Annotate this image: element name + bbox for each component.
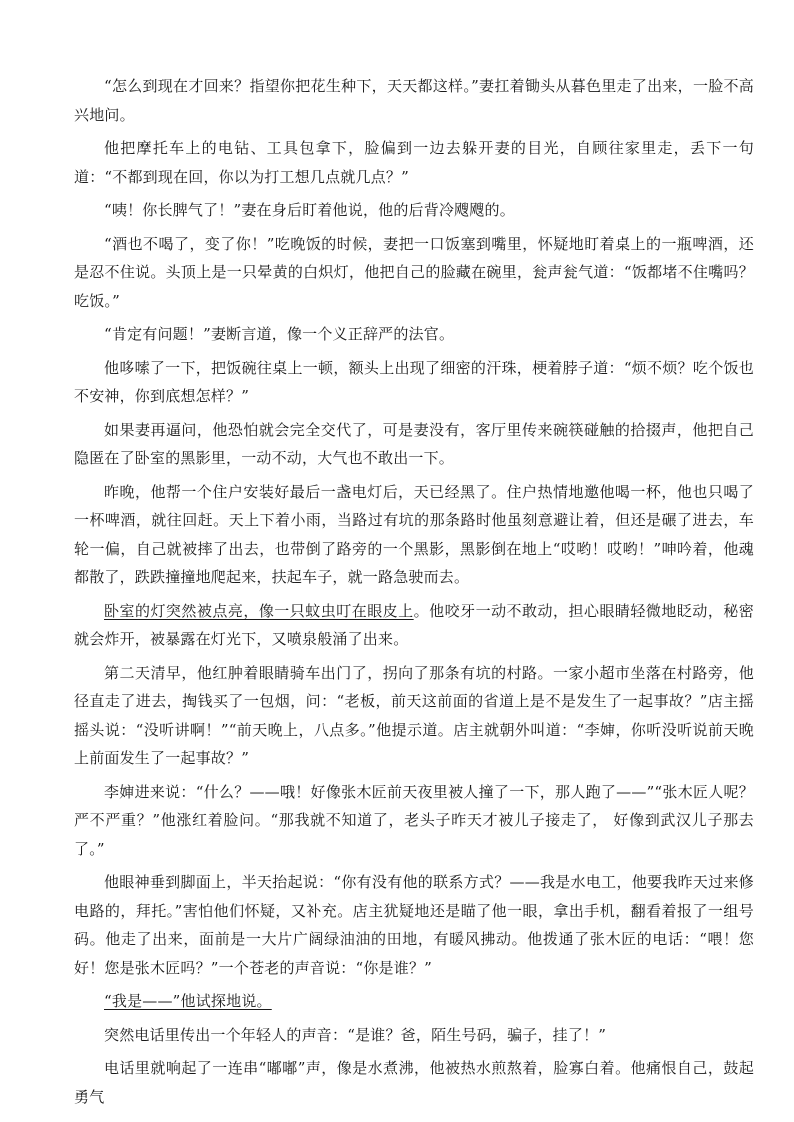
paragraph-5 <box>74 320 754 349</box>
paragraph-11 <box>74 778 754 864</box>
paragraph-11-text: 李婶进来说：“什么？——哦！好像张木匠前天夜里被人撞了一下，那人跑了——”“张木匠人呢？严不严重？”他涨红着脸问。“那我就不知道了，老头子昨天才被儿子接走了， 好像到武汉儿子那去了。” <box>74 782 754 858</box>
paragraph-6 <box>74 354 754 411</box>
paragraph-12 <box>74 868 754 982</box>
paragraph-12-text: 他眼神垂到脚面上，半天抬起说：“你有没有他的联系方式？——我是水电工，他要我昨天过来修电路的，拜托。”害怕他们怀疑，又补充。店主犹疑地还是瞄了他一眼，拿出手机，翻看着报了一组号码。他走了出来，面前是一大片广阔绿油油的田地，有暖风拂动。他拨通了张木匠的电话：“喂！您好！您是张木匠吗？”一个苍老的声音说：“你是谁？” <box>74 873 754 977</box>
paragraph-7 <box>74 416 754 473</box>
paragraph-3-text: “咦！你长脾气了！”妻在身后盯着他说，他的后背冷飕飕的。 <box>104 201 515 219</box>
paragraph-8 <box>74 478 754 592</box>
paragraph-6-text: 他哆嗦了一下，把饭碗往桌上一顿，额头上出现了细密的汗珠，梗着脖子道：“烦不烦？吃个饭也不安神，你到底想怎样？” <box>74 358 754 405</box>
underlined-sentence-1: 卧室的灯突然被点亮，像一只蚊虫叮在眼皮上 <box>104 601 414 620</box>
paragraph-2-text: 他把摩托车上的电钻、工具包拿下，脸偏到一边去躲开妻的目光，自顾往家里走，丢下一句道：“不都到现在回，你以为打工想几点就几点？” <box>74 139 754 186</box>
paragraph-4 <box>74 230 754 316</box>
paragraph-15-text: 电话里就响起了一连串“嘟嘟”声，像是水煮沸，他被热水煎熬着，脸寡白着。他痛恨自己，鼓起勇气 <box>74 1059 754 1106</box>
paragraph-13 <box>74 987 754 1016</box>
paragraph-2 <box>74 134 754 191</box>
paragraph-1-text: “怎么到现在才回来？指望你把花生种下，天天都这样。”妻扛着锄头从暮色里走了出来，一脸不高兴地问。 <box>74 77 754 124</box>
paragraph-8-text: 昨晚，他帮一个住户安装好最后一盏电灯后，天已经黑了。住户热情地邀他喝一杯，他也只喝了一杯啤酒，就往回赶。天上下着小雨，当路过有坑的那条路时他虽刻意避让着，但还是碾了进去，车轮一偏，自己就被摔了出去，也带倒了路旁的一个黑影，黑影倒在地上“哎哟！哎哟！”呻吟着，他魂都散了，跌跌撞撞地爬起来，扶起车子，就一路急驶而去。 <box>74 482 754 586</box>
document-page <box>74 72 754 1116</box>
paragraph-9 <box>74 597 754 654</box>
paragraph-5-text: “肯定有问题！”妻断言道，像一个义正辞严的法官。 <box>104 325 455 343</box>
paragraph-10-text: 第二天清早，他红肿着眼睛骑车出门了，拐向了那条有坑的村路。一家小超市坐落在村路旁，他径直走了进去，掏钱买了一包烟，问：“老板，前天这前面的省道上是不是发生了一起事故？”店主摇摇头说：“没听讲啊！”“前天晚上，八点多。”他提示道。店主就朝外叫道：“李婶，你听没听说前天晚上前面发生了一起事故？” <box>74 663 754 767</box>
paragraph-4-text: “酒也不喝了，变了你！”吃晚饭的时候，妻把一口饭塞到嘴里，怀疑地盯着桌上的一瓶啤酒，还是忍不住说。头顶上是一只晕黄的白炽灯，他把自己的脸藏在碗里，瓮声瓮气道：“饭都堵不住嘴吗？吃饭。” <box>74 234 754 310</box>
paragraph-15 <box>74 1054 754 1111</box>
paragraph-7-text: 如果妻再逼问，他恐怕就会完全交代了，可是妻没有，客厅里传来碗筷碰触的拾掇声，他把自己隐匿在了卧室的黑影里，一动不动，大气也不敢出一下。 <box>74 420 754 467</box>
paragraph-14 <box>74 1021 754 1050</box>
paragraph-1 <box>74 72 754 129</box>
paragraph-10 <box>74 659 754 773</box>
paragraph-3 <box>74 196 754 225</box>
paragraph-9-text: 。他咬牙一动不敢动，担心眼睛轻微地眨动，秘密就会炸开，被暴露在灯光下，又喷泉般涌了出来。 <box>74 601 754 648</box>
underlined-sentence-2: “我是——”他试探地说。 <box>104 992 272 1010</box>
paragraph-14-text: 突然电话里传出一个年轻人的声音：“是谁？爸，陌生号码，骗子，挂了！” <box>104 1025 607 1044</box>
